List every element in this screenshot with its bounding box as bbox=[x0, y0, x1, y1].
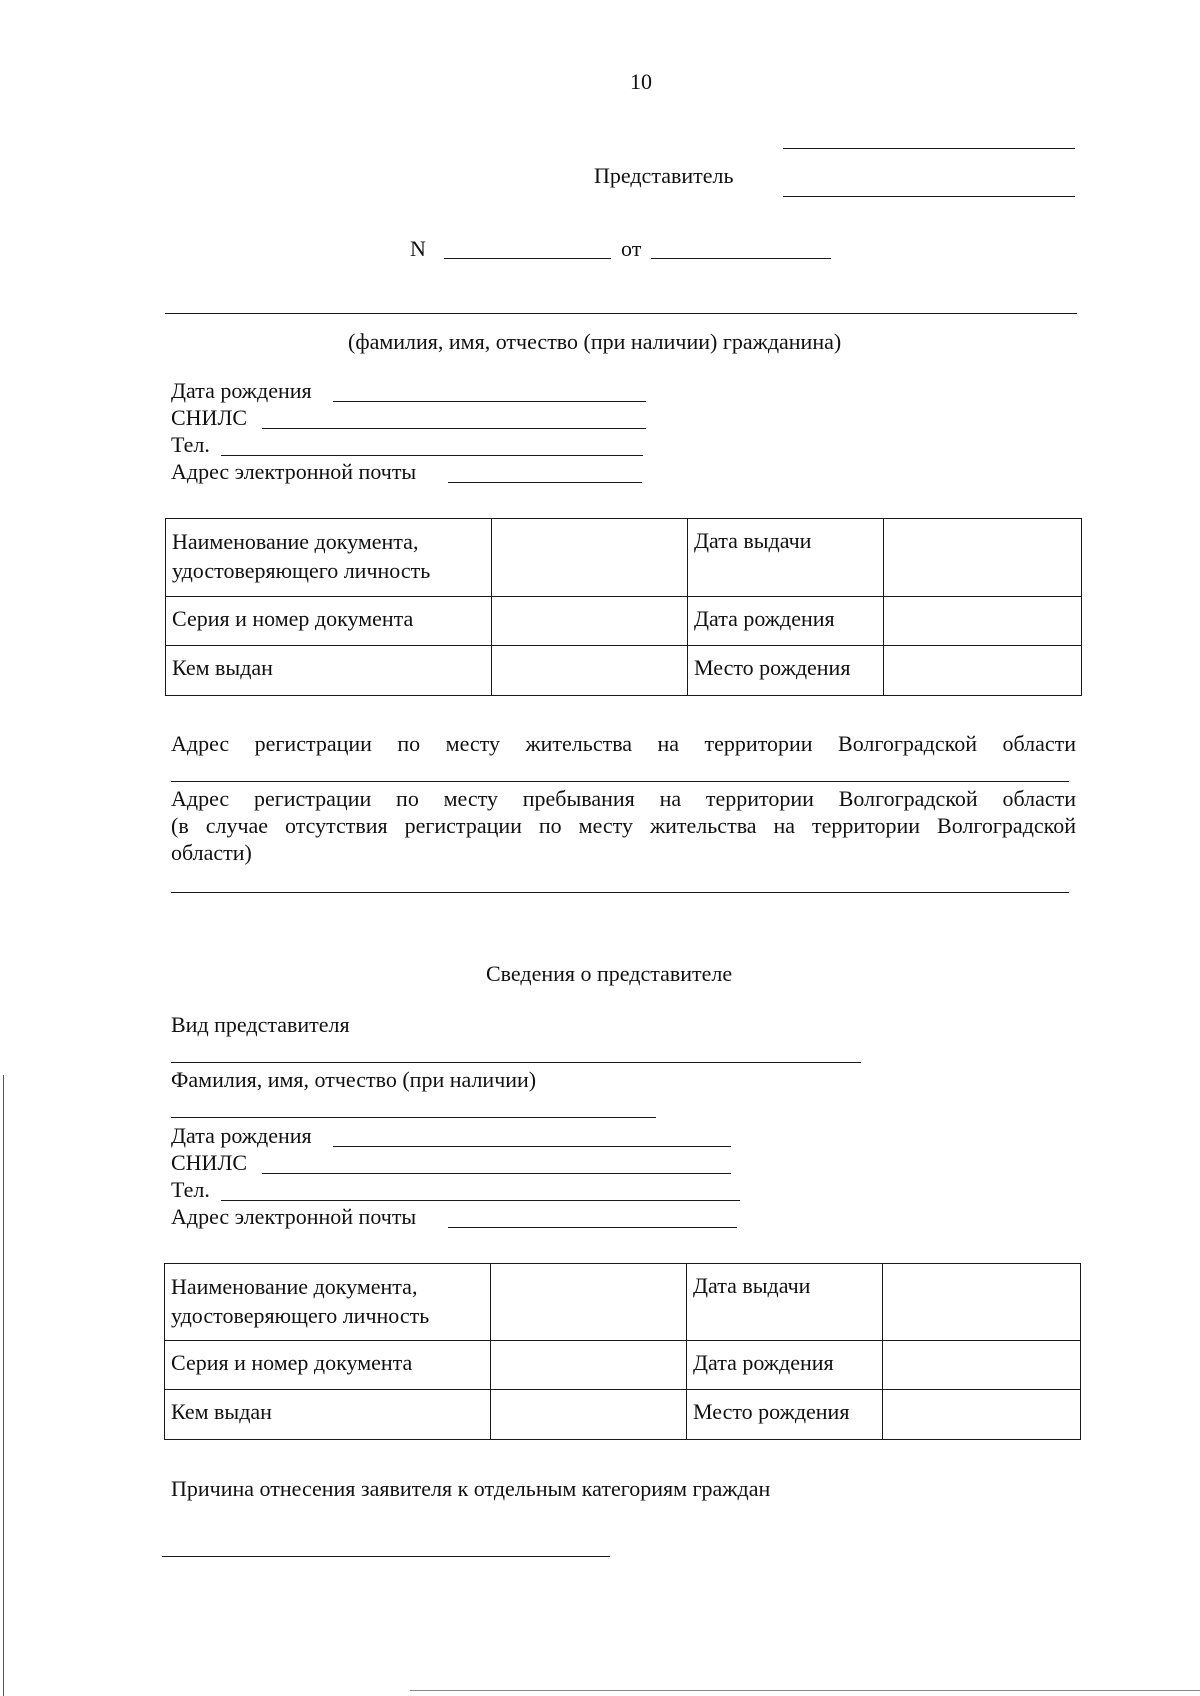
representative-line-bottom bbox=[783, 196, 1075, 197]
rep-fio-label: Фамилия, имя, отчество (при наличии) bbox=[171, 1067, 537, 1092]
rep-issue-date-value bbox=[883, 1264, 1081, 1341]
rep-document-table bbox=[164, 1263, 1081, 1440]
citizen-snils-line bbox=[262, 428, 646, 429]
doc-name-value bbox=[492, 519, 688, 597]
number-prefix: N bbox=[410, 236, 426, 261]
citizen-phone-line bbox=[221, 455, 643, 456]
rep-type-line bbox=[171, 1062, 861, 1063]
category-reason-label: Причина отнесения заявителя к отдельным категориям граждан bbox=[171, 1476, 771, 1501]
issued-by-value bbox=[492, 646, 688, 696]
rep-fio-line bbox=[171, 1117, 656, 1118]
citizen-fio-line bbox=[165, 313, 1077, 314]
issued-by-label: Кем выдан bbox=[166, 646, 492, 696]
category-reason-line bbox=[162, 1556, 610, 1557]
citizen-email-line bbox=[448, 482, 642, 483]
rep-birth-date-line bbox=[333, 1146, 731, 1147]
residence-address-line bbox=[171, 781, 1069, 782]
birth-place-label: Место рождения bbox=[688, 646, 884, 696]
rep-issue-date-label: Дата выдачи bbox=[687, 1264, 883, 1341]
stay-address-line-2: (в случае отсутствия регистрации по месту жительства на территории Волгоградской bbox=[171, 813, 1076, 838]
birth-date-value bbox=[884, 597, 1082, 646]
rep-birth-place-value bbox=[883, 1390, 1081, 1440]
rep-issued-by-label: Кем выдан bbox=[165, 1390, 491, 1440]
rep-birth-place-label: Место рождения bbox=[687, 1390, 883, 1440]
stay-address-line-3: области) bbox=[171, 840, 252, 865]
rep-phone-line bbox=[221, 1200, 740, 1201]
doc-series-label: Серия и номер документа bbox=[166, 597, 492, 646]
rep-email-label: Адрес электронной почты bbox=[171, 1204, 417, 1229]
residence-address-label: Адрес регистрации по месту жительства на территории Волгоградской области bbox=[171, 731, 1076, 756]
issue-date-value bbox=[884, 519, 1082, 597]
birth-place-value bbox=[884, 646, 1082, 696]
date-prefix: от bbox=[621, 236, 642, 261]
date-field-line bbox=[651, 258, 831, 259]
issue-date-label: Дата выдачи bbox=[688, 519, 884, 597]
rep-doc-name-value bbox=[491, 1264, 687, 1341]
rep-snils-label: СНИЛС bbox=[171, 1150, 248, 1175]
rep-birth-date-value bbox=[883, 1341, 1081, 1390]
doc-series-value bbox=[492, 597, 688, 646]
doc-name-label: Наименование документа, удостоверяющего личность bbox=[166, 519, 492, 597]
rep-doc-series-label: Серия и номер документа bbox=[165, 1341, 491, 1390]
rep-birth-date-label-cell: Дата рождения bbox=[687, 1341, 883, 1390]
citizen-snils-label: СНИЛС bbox=[171, 405, 248, 430]
citizen-phone-label: Тел. bbox=[171, 432, 210, 457]
stay-address-line-1: Адрес регистрации по месту пребывания на территории Волгоградской области bbox=[171, 786, 1076, 811]
rep-type-label: Вид представителя bbox=[171, 1012, 350, 1037]
birth-date-label: Дата рождения bbox=[688, 597, 884, 646]
citizen-birth-date-line bbox=[333, 401, 646, 402]
representative-label: Представитель bbox=[594, 163, 734, 188]
citizen-document-table bbox=[165, 518, 1082, 696]
citizen-birth-date-label: Дата рождения bbox=[171, 378, 312, 403]
rep-issued-by-value bbox=[491, 1390, 687, 1440]
rep-doc-series-value bbox=[491, 1341, 687, 1390]
rep-email-line bbox=[448, 1227, 737, 1228]
rep-doc-name-label: Наименование документа, удостоверяющего личность bbox=[165, 1264, 491, 1341]
page-number: 10 bbox=[630, 69, 652, 94]
rep-birth-date-label: Дата рождения bbox=[171, 1123, 312, 1148]
stay-address-line bbox=[171, 892, 1069, 893]
citizen-email-label: Адрес электронной почты bbox=[171, 459, 417, 484]
number-field-line bbox=[444, 258, 611, 259]
rep-section-title: Сведения о представителе bbox=[486, 961, 733, 986]
representative-line-top bbox=[783, 148, 1075, 149]
scan-bottom-edge bbox=[410, 1690, 1200, 1691]
rep-snils-line bbox=[262, 1173, 731, 1174]
rep-phone-label: Тел. bbox=[171, 1177, 210, 1202]
citizen-fio-caption: (фамилия, имя, отчество (при наличии) гражданина) bbox=[348, 329, 842, 354]
scan-margin-line bbox=[3, 1075, 4, 1696]
